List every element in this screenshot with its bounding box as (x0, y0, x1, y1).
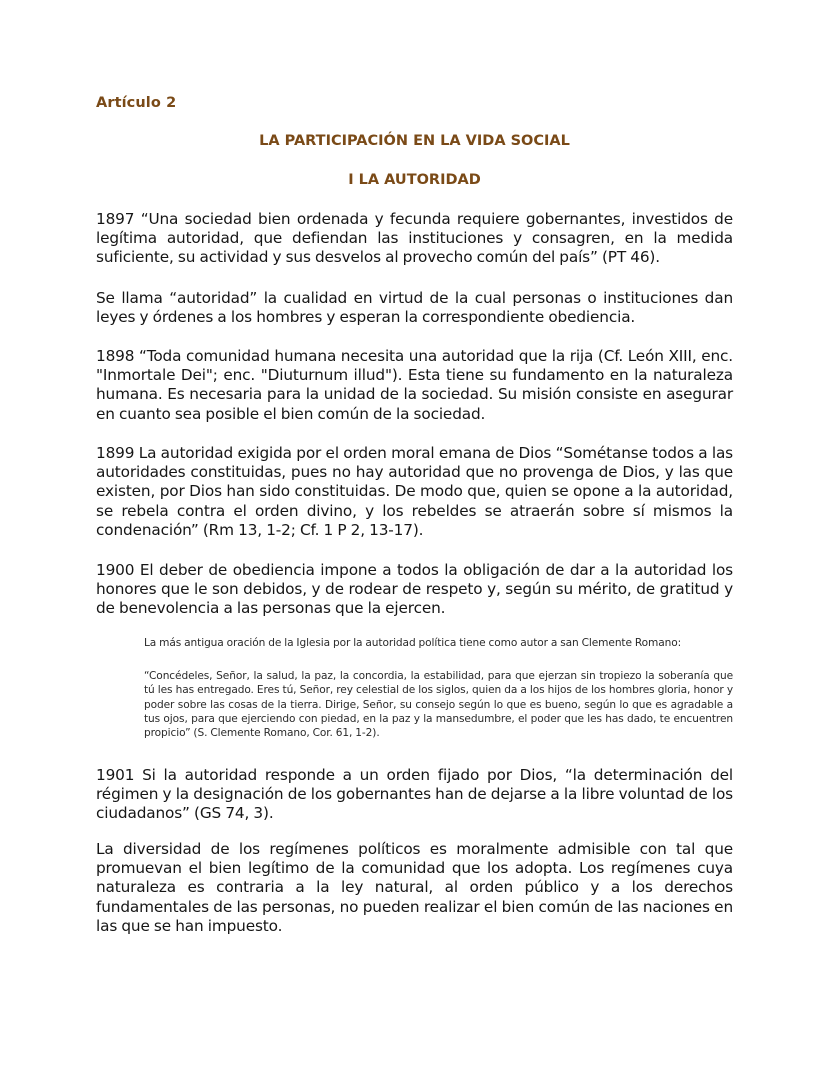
quote-text: “Concédeles, Señor, la salud, la paz, la concordia, la estabilidad, para que ejerzan sin tropiezo la soberanía que tú les has entregado. Eres tú, Señor, rey celestial de los siglos, quien da a los hijos de los hombres gloria, honor y poder sobre las cosas de la tierra. Dirige, Señor, su consejo según lo que es bueno, según lo que es agradable a tus ojos, para que ejerciendo con piedad, en la paz y la mansedumbre, el poder que les has dado, te encuentren propicio” (S. Clemente Romano, Cor. 61, 1-2). (144, 670, 733, 740)
section-title: LA PARTICIPACIÓN EN LA VIDA SOCIAL (259, 133, 570, 149)
paragraph-1901: 1901 Si la autoridad responde a un orden fijado por Dios, “la determinación del régimen y la designación de los gobernantes han de dejarse a la libre voluntad de los ciudadanos” (GS 74, 3). (96, 766, 733, 823)
quote-intro: La más antigua oración de la Iglesia por la autoridad política tiene como autor a san Clemente Romano: (144, 637, 682, 649)
paragraph-1897: 1897 “Una sociedad bien ordenada y fecunda requiere gobernantes, investidos de legítima autoridad, que defiendan las instituciones y consagren, en la medida suficiente, su actividad y sus desvelos al provecho común del país” (PT 46). (96, 210, 733, 267)
section-subtitle: I LA AUTORIDAD (348, 172, 481, 188)
paragraph-1899: 1899 La autoridad exigida por el orden moral emana de Dios “Sométanse todos a las autoridades constituidas, pues no hay autoridad que no provenga de Dios, y las que existen, por Dios han sido constituidas. De modo que, quien se opone a la autoridad, se rebela contra el orden divino, y los rebeldes se atraerán sobre sí mismos la condenación” (Rm 13, 1-2; Cf. 1 P 2, 13-17). (96, 444, 733, 539)
paragraph-regimes: La diversidad de los regímenes políticos es moralmente admisible con tal que promuevan el bien legítimo de la comunidad que los adopta. Los regímenes cuya naturaleza es contraria a la ley natural, al orden público y a los derechos fundamentales de las personas, no pueden realizar el bien común de las naciones en las que se han impuesto. (96, 840, 733, 935)
article-label: Artículo 2 (96, 95, 177, 111)
paragraph-1900: 1900 El deber de obediencia impone a todos la obligación de dar a la autoridad los honores que le son debidos, y de rodear de respeto y, según su mérito, de gratitud y de benevolencia a las personas que la ejercen. (96, 561, 733, 618)
paragraph-1898: 1898 “Toda comunidad humana necesita una autoridad que la rija (Cf. León XIII, enc. "Inmortale Dei"; enc. "Diuturnum illud"). Esta tiene su fundamento en la naturaleza humana. Es necesaria para la unidad de la sociedad. Su misión consiste en asegurar en cuanto sea posible el bien común de la sociedad. (96, 347, 733, 423)
paragraph-authority-definition: Se llama “autoridad” la cualidad en virtud de la cual personas o instituciones dan leyes y órdenes a los hombres y esperan la correspondiente obediencia. (96, 289, 733, 327)
